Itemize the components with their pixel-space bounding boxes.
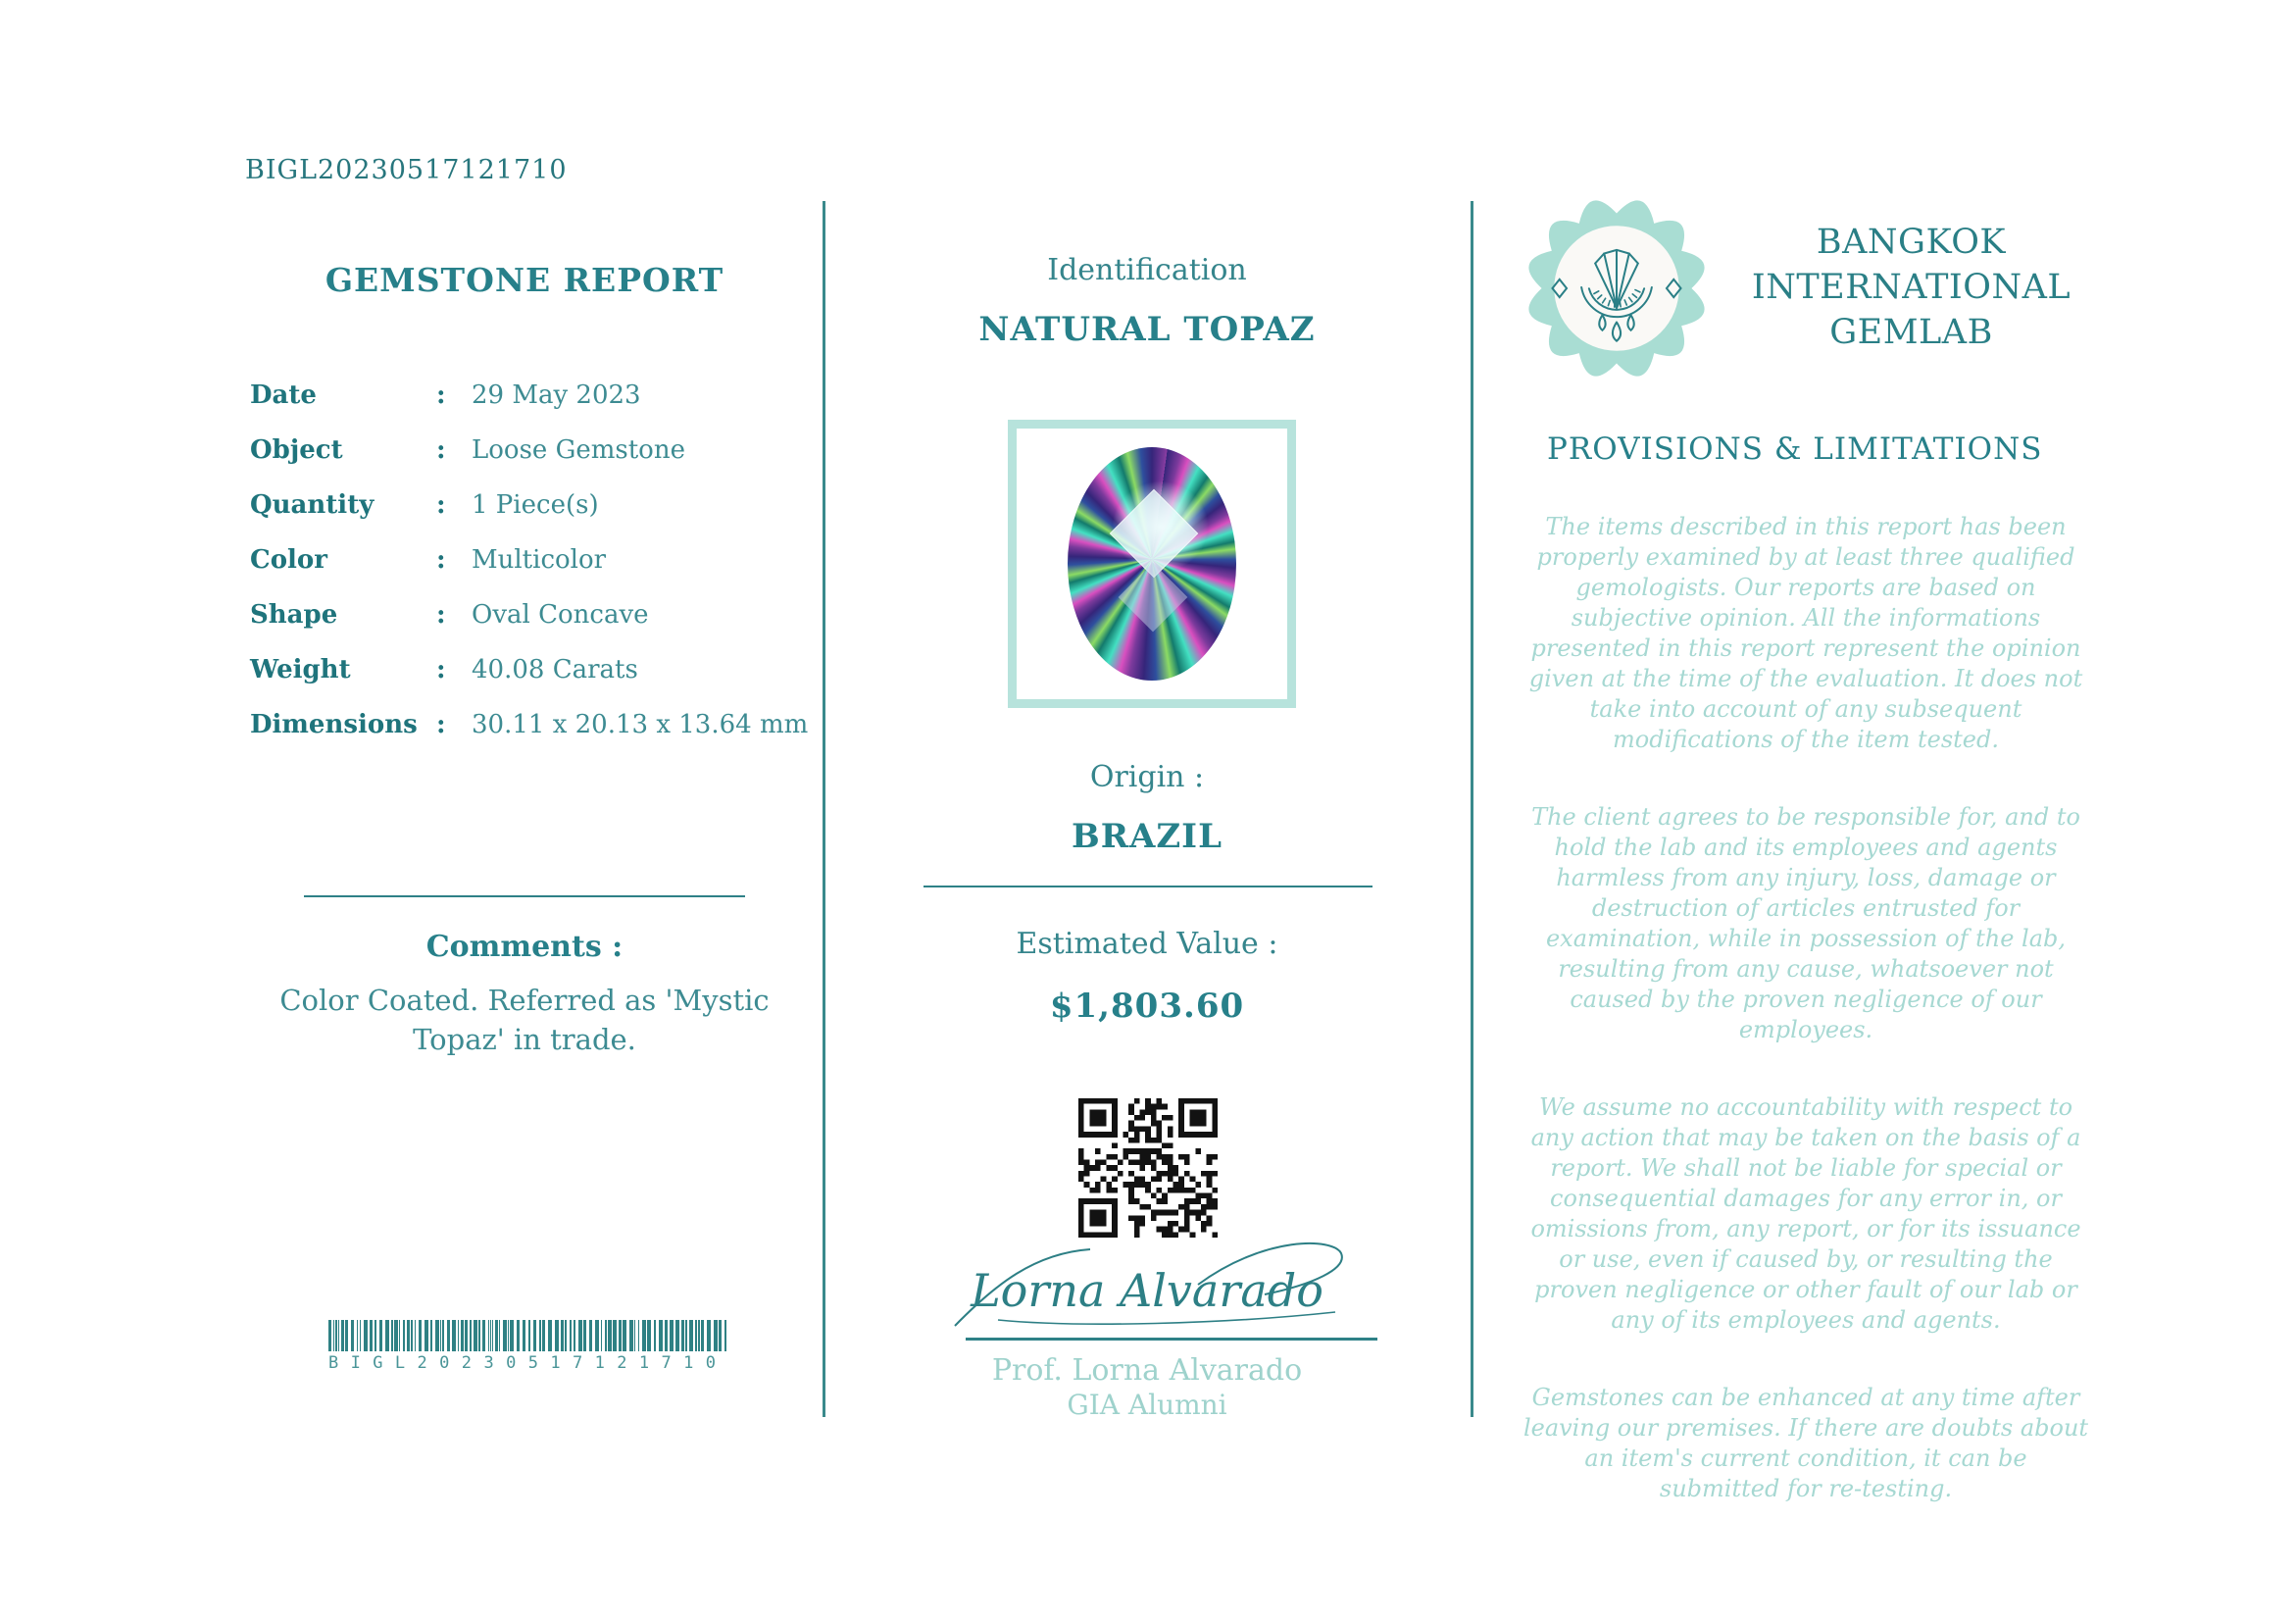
spec-separator: : [436, 380, 446, 410]
spec-separator: : [436, 545, 446, 575]
signatory-title: GIA Alumni [1067, 1389, 1227, 1421]
spec-label: Color [250, 545, 327, 575]
provisions-heading: PROVISIONS & LIMITATIONS [1547, 431, 2043, 467]
spec-label: Shape [250, 600, 338, 630]
spec-row-shape [250, 598, 809, 632]
spec-label: Date [250, 380, 317, 410]
spec-row-dimensions [250, 708, 809, 741]
identification-value: NATURAL TOPAZ [978, 310, 1316, 349]
spec-value: Loose Gemstone [472, 435, 685, 465]
barcode [328, 1320, 730, 1373]
spec-value: Multicolor [472, 545, 607, 575]
column-divider-right [1471, 201, 1473, 1417]
middle-divider [923, 886, 1373, 887]
spec-value: 29 May 2023 [472, 380, 641, 410]
spec-row-object [250, 433, 809, 467]
spec-separator: : [436, 600, 446, 630]
gemstone-photo-frame [1008, 420, 1296, 708]
qr-code-icon [1078, 1098, 1218, 1238]
provisions-paragraph: The items described in this report has been properly examined by at least three qualified gemologists. Our reports are based on subjective opinion. All the informations presented in this report represent the opinion given at the time of the evaluation. It does not take into account of any subsequent modifications of the item tested. [1528, 513, 2083, 753]
spec-row-date [250, 379, 809, 412]
gem-facet-shadow [1119, 563, 1188, 633]
gemlab-logo [1527, 199, 1706, 378]
spec-label: Dimensions [250, 710, 418, 739]
spec-value: 40.08 Carats [472, 655, 638, 684]
origin-value: BRAZIL [1071, 817, 1223, 856]
spec-row-quantity [250, 488, 809, 522]
lab-name-line: GEMLAB [1829, 313, 1993, 352]
lab-name-line: INTERNATIONAL [1751, 268, 2071, 307]
provisions-paragraph: Gemstones can be enhanced at any time after leaving our premises. If there are doubts about an item's current condition, it can be submitted for re-testing. [1522, 1384, 2089, 1502]
comments-divider [304, 895, 745, 897]
signature-underline [966, 1338, 1377, 1341]
spec-separator: : [436, 490, 446, 520]
spec-separator: : [436, 710, 446, 739]
comments-text: Color Coated. Referred as 'Mystic Topaz' in trade. [279, 984, 770, 1056]
spec-row-weight [250, 653, 809, 686]
lab-name [1718, 220, 2105, 355]
page-title: GEMSTONE REPORT [324, 261, 724, 299]
provisions-text [1522, 512, 2090, 1551]
signatory-name: Prof. Lorna Alvarado [991, 1353, 1303, 1388]
provisions-paragraph: The client agrees to be responsible for, and to hold the lab and its employees and agents harmless from any injury, loss, damage or destruction of articles entrusted for examination, while in possession of the lab, resulting from any cause, whatsoever not caused by the proven negligence of our employees. [1531, 803, 2080, 1043]
column-divider-left [823, 201, 825, 1417]
lab-name-line: BANGKOK [1816, 223, 2007, 262]
estimated-value-amount: $1,803.60 [1049, 987, 1245, 1026]
spec-table [250, 379, 809, 763]
estimated-value-label: Estimated Value : [1016, 927, 1278, 961]
spec-value: 30.11 x 20.13 x 13.64 mm [472, 710, 809, 739]
spec-label: Quantity [250, 490, 374, 520]
origin-label: Origin : [1089, 760, 1205, 794]
signature-icon [941, 1228, 1353, 1338]
identification-label: Identification [1047, 253, 1247, 287]
spec-label: Weight [250, 655, 351, 684]
spec-value: Oval Concave [472, 600, 649, 630]
signature-script: Lorna Alvarado [971, 1264, 1323, 1317]
spec-separator: : [436, 655, 446, 684]
spec-separator: : [436, 435, 446, 465]
comments-heading: Comments : [425, 930, 624, 964]
gemstone-photo [1068, 447, 1236, 681]
barcode-bars-icon [328, 1320, 730, 1351]
provisions-paragraph: We assume no accountability with respect to any action that may be taken on the basis of a report. We shall not be liable for special or consequential damages for any error in, or omissions from, any report, or for its issuance or use, even if caused by, or resulting the proven negligence or other fault of our lab or any of its employees and agents. [1530, 1093, 2081, 1334]
spec-value: 1 Piece(s) [472, 490, 599, 520]
report-number: BIGL20230517121710 [245, 155, 568, 185]
spec-row-color [250, 543, 809, 577]
spec-label: Object [250, 435, 343, 465]
barcode-text: BIGL20230517121710 [328, 1353, 728, 1373]
